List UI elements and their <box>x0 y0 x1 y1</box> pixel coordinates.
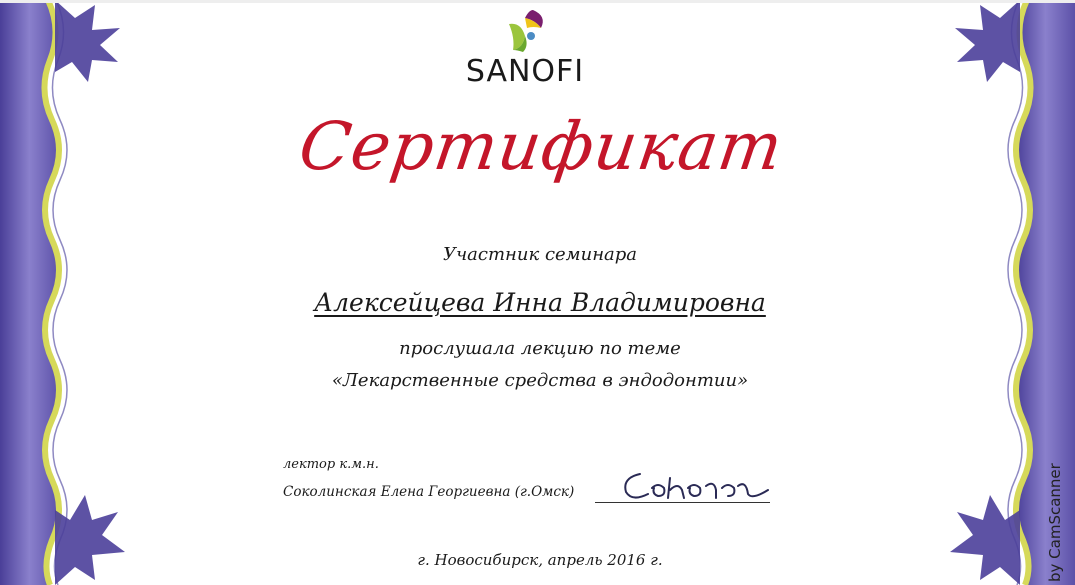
recipient-name-line <box>200 288 880 317</box>
certificate-title: Сертификат <box>294 108 788 185</box>
brand-name: SANOFI <box>465 54 585 89</box>
corner-ornament-bottom-left <box>55 495 125 585</box>
participant-label: Участник семинара <box>442 244 638 265</box>
scanner-watermark: by CamScanner <box>1046 463 1064 582</box>
left-border-band <box>0 0 59 585</box>
handwritten-signature <box>618 460 778 510</box>
lecturer-title: лектор к.м.н. <box>283 457 379 472</box>
lecture-topic: «Лекарственные средства в эндодонтии» <box>331 370 749 391</box>
recipient-name: Алексейцева Инна Владимировна <box>314 288 766 317</box>
corner-ornament-top-left <box>55 0 120 82</box>
place-and-date: г. Новосибирск, апрель 2016 г. <box>417 551 663 569</box>
lecturer-name: Соколинская Елена Георгиевна (г.Омск) <box>283 484 575 500</box>
corner-ornament-top-right <box>955 0 1020 82</box>
sanofi-bird-icon <box>503 6 547 52</box>
corner-ornament-bottom-right <box>950 495 1020 585</box>
sanofi-logo <box>455 2 595 90</box>
heard-lecture-label: прослушала лекцию по теме <box>399 338 681 359</box>
